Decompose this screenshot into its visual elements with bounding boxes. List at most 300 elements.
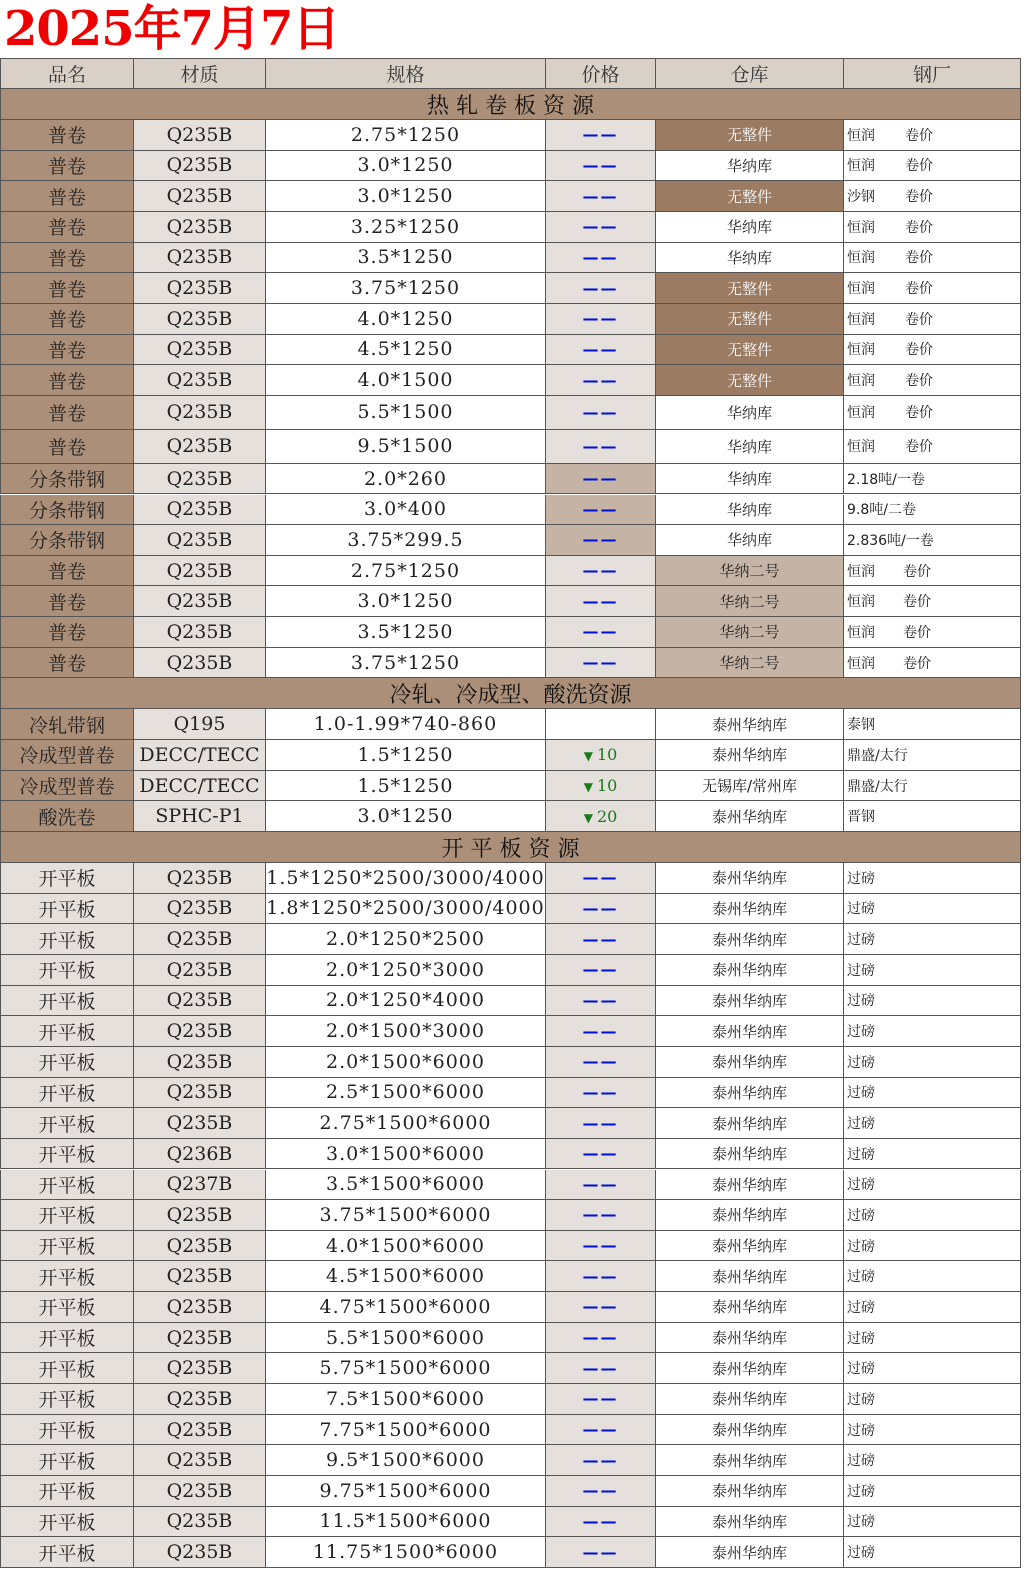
material-cell: Q235B xyxy=(134,986,266,1017)
mill-name: 过磅 xyxy=(847,1483,875,1500)
warehouse-cell: 泰州华纳库 xyxy=(656,1507,844,1538)
mill-cell xyxy=(844,863,1021,894)
product-name-cell: 开平板 xyxy=(0,1108,134,1139)
table-row xyxy=(0,1139,1021,1170)
price-cell xyxy=(546,1016,656,1047)
price-dash: —— xyxy=(582,309,619,329)
material-cell: DECC/TECC xyxy=(134,771,266,802)
price-cell xyxy=(546,151,656,182)
mill-note: 卷价 xyxy=(905,439,933,456)
spec-cell: 2.0*1250*2500 xyxy=(266,924,546,955)
product-name-cell: 开平板 xyxy=(0,1231,134,1262)
price-dash: —— xyxy=(582,1082,619,1102)
product-name-cell: 冷成型普卷 xyxy=(0,740,134,771)
warehouse-cell: 泰州华纳库 xyxy=(656,1261,844,1292)
mill-name: 沙钢 xyxy=(847,189,875,206)
price-cell xyxy=(546,243,656,274)
table-row xyxy=(0,495,1021,526)
mill-name: 过磅 xyxy=(847,962,875,979)
material-cell: Q235B xyxy=(134,1200,266,1231)
product-name-cell: 开平板 xyxy=(0,924,134,955)
warehouse-cell: 无整件 xyxy=(656,273,844,304)
spec-cell: 4.0*1500 xyxy=(266,365,546,396)
product-name-cell: 分条带钢 xyxy=(0,495,134,526)
product-name-cell: 普卷 xyxy=(0,365,134,396)
mill-note: 卷价 xyxy=(903,563,931,580)
mill-name: 恒润 xyxy=(847,311,875,328)
product-name-cell: 开平板 xyxy=(0,1261,134,1292)
price-cell xyxy=(546,335,656,366)
spec-cell: 3.0*1250 xyxy=(266,151,546,182)
material-cell: Q235B xyxy=(134,1016,266,1047)
mill-cell xyxy=(844,1016,1021,1047)
table-row xyxy=(0,986,1021,1017)
mill-name: 过磅 xyxy=(847,1207,875,1224)
material-cell: SPHC-P1 xyxy=(134,801,266,832)
warehouse-cell: 泰州华纳库 xyxy=(656,1170,844,1201)
price-dash: —— xyxy=(582,960,619,980)
table-row xyxy=(0,1476,1021,1507)
table-row xyxy=(0,151,1021,182)
price-cell xyxy=(546,740,656,771)
mill-note: 卷价 xyxy=(905,342,933,359)
price-dash: —— xyxy=(582,530,619,550)
price-cell xyxy=(546,1384,656,1415)
table-row xyxy=(0,1323,1021,1354)
material-cell: Q235B xyxy=(134,464,266,495)
table-row xyxy=(0,304,1021,335)
table-row xyxy=(0,1108,1021,1139)
mill-cell xyxy=(844,1507,1021,1538)
header-price: 价格 xyxy=(546,58,656,89)
price-dash: —— xyxy=(582,247,619,267)
product-name-cell: 普卷 xyxy=(0,273,134,304)
mill-name: 2.18吨/一卷 xyxy=(847,471,925,488)
price-dash: —— xyxy=(582,1542,619,1562)
price-dash: —— xyxy=(582,1205,619,1225)
mill-name: 过磅 xyxy=(847,1453,875,1470)
spec-cell: 2.5*1500*6000 xyxy=(266,1078,546,1109)
mill-note: 卷价 xyxy=(903,594,931,611)
table-row xyxy=(0,335,1021,366)
product-name-cell: 普卷 xyxy=(0,181,134,212)
mill-note: 卷价 xyxy=(905,219,933,236)
header-row xyxy=(0,58,1021,89)
table-row xyxy=(0,1170,1021,1201)
table-row xyxy=(0,1384,1021,1415)
spec-cell: 3.5*1250 xyxy=(266,243,546,274)
product-name-cell: 开平板 xyxy=(0,1170,134,1201)
price-dash: —— xyxy=(582,370,619,390)
warehouse-cell: 泰州华纳库 xyxy=(656,1537,844,1568)
mill-name: 恒润 xyxy=(847,127,875,144)
table-row xyxy=(0,556,1021,587)
material-cell: Q235B xyxy=(134,243,266,274)
price-cell xyxy=(546,1231,656,1262)
warehouse-cell: 泰州华纳库 xyxy=(656,1139,844,1170)
table-row xyxy=(0,924,1021,955)
mill-name: 过磅 xyxy=(847,932,875,949)
mill-cell xyxy=(844,430,1021,464)
material-cell: Q235B xyxy=(134,586,266,617)
spec-cell: 3.0*1250 xyxy=(266,801,546,832)
spec-cell: 2.0*260 xyxy=(266,464,546,495)
spec-cell: 3.0*400 xyxy=(266,495,546,526)
mill-cell xyxy=(844,1476,1021,1507)
mill-cell xyxy=(844,986,1021,1017)
mill-cell xyxy=(844,1261,1021,1292)
warehouse-cell: 华纳二号 xyxy=(656,617,844,648)
spec-cell: 1.8*1250*2500/3000/4000 xyxy=(266,894,546,925)
mill-name: 过磅 xyxy=(847,1330,875,1347)
price-dash: —— xyxy=(582,990,619,1010)
down-arrow-icon: ▼ xyxy=(583,780,593,794)
spec-cell: 3.0*1250 xyxy=(266,181,546,212)
price-dash: —— xyxy=(582,155,619,175)
price-change xyxy=(584,776,618,795)
mill-cell xyxy=(844,1323,1021,1354)
mill-name: 过磅 xyxy=(847,1269,875,1286)
mill-cell xyxy=(844,1170,1021,1201)
price-cell xyxy=(546,709,656,740)
price-dash: —— xyxy=(582,436,619,456)
price-dash: —— xyxy=(582,469,619,489)
warehouse-cell: 无整件 xyxy=(656,120,844,151)
price-dash: —— xyxy=(582,402,619,422)
material-cell: Q235B xyxy=(134,1537,266,1568)
spec-cell: 3.75*1250 xyxy=(266,273,546,304)
price-cell xyxy=(546,863,656,894)
mill-cell xyxy=(844,181,1021,212)
spec-cell: 1.0-1.99*740-860 xyxy=(266,709,546,740)
mill-name: 过磅 xyxy=(847,993,875,1010)
mill-name: 过磅 xyxy=(847,1146,875,1163)
price-dash: —— xyxy=(582,1511,619,1531)
material-cell: Q235B xyxy=(134,1476,266,1507)
price-cell xyxy=(546,1292,656,1323)
mill-note: 卷价 xyxy=(903,655,931,672)
mill-cell xyxy=(844,1047,1021,1078)
price-cell xyxy=(546,986,656,1017)
mill-cell xyxy=(844,894,1021,925)
material-cell: Q235B xyxy=(134,212,266,243)
mill-name: 鼎盛/太行 xyxy=(847,747,908,764)
price-cell xyxy=(546,586,656,617)
spec-cell: 4.5*1500*6000 xyxy=(266,1261,546,1292)
price-dash: —— xyxy=(582,217,619,237)
warehouse-cell: 泰州华纳库 xyxy=(656,801,844,832)
header-material: 材质 xyxy=(134,58,266,89)
material-cell: Q235B xyxy=(134,120,266,151)
product-name-cell: 开平板 xyxy=(0,1353,134,1384)
material-cell: Q235B xyxy=(134,1507,266,1538)
product-name-cell: 普卷 xyxy=(0,151,134,182)
table-row xyxy=(0,525,1021,556)
material-cell: Q235B xyxy=(134,955,266,986)
mill-cell xyxy=(844,740,1021,771)
table-row xyxy=(0,1507,1021,1538)
mill-cell xyxy=(844,556,1021,587)
mill-cell xyxy=(844,1078,1021,1109)
mill-cell xyxy=(844,709,1021,740)
material-cell: DECC/TECC xyxy=(134,740,266,771)
warehouse-cell: 华纳库 xyxy=(656,430,844,464)
warehouse-cell: 泰州华纳库 xyxy=(656,924,844,955)
header-mill: 钢厂 xyxy=(844,58,1021,89)
warehouse-cell: 无整件 xyxy=(656,365,844,396)
mill-note: 卷价 xyxy=(905,373,933,389)
mill-cell xyxy=(844,1108,1021,1139)
material-cell: Q235B xyxy=(134,1047,266,1078)
price-dash: —— xyxy=(582,1021,619,1041)
mill-name: 过磅 xyxy=(847,901,875,918)
product-name-cell: 普卷 xyxy=(0,120,134,151)
spec-cell: 2.0*1500*3000 xyxy=(266,1016,546,1047)
mill-cell xyxy=(844,1200,1021,1231)
price-dash: —— xyxy=(582,499,619,519)
price-cell xyxy=(546,1261,656,1292)
warehouse-cell: 泰州华纳库 xyxy=(656,955,844,986)
mill-cell xyxy=(844,525,1021,556)
material-cell: Q235B xyxy=(134,1108,266,1139)
mill-cell xyxy=(844,1292,1021,1323)
price-cell xyxy=(546,894,656,925)
mill-cell xyxy=(844,304,1021,335)
spec-cell: 5.5*1500 xyxy=(266,396,546,430)
price-dash: —— xyxy=(582,1450,619,1470)
mill-note: 卷价 xyxy=(905,127,933,144)
product-name-cell: 普卷 xyxy=(0,617,134,648)
material-cell: Q235B xyxy=(134,924,266,955)
mill-name: 9.8吨/二卷 xyxy=(847,502,916,519)
spec-cell: 3.25*1250 xyxy=(266,212,546,243)
table-row xyxy=(0,1292,1021,1323)
price-change xyxy=(584,807,618,826)
table-row xyxy=(0,212,1021,243)
price-dash: —— xyxy=(582,1236,619,1256)
table-row xyxy=(0,1231,1021,1262)
price-dash: —— xyxy=(582,125,619,145)
price-dash: —— xyxy=(582,868,619,888)
price-cell xyxy=(546,525,656,556)
price-dash: —— xyxy=(582,929,619,949)
table-row xyxy=(0,771,1021,802)
price-cell xyxy=(546,1323,656,1354)
mill-cell xyxy=(844,955,1021,986)
mill-name: 恒润 xyxy=(847,219,875,236)
warehouse-cell: 无整件 xyxy=(656,181,844,212)
table-row xyxy=(0,1445,1021,1476)
table-row xyxy=(0,1415,1021,1446)
price-cell xyxy=(546,1170,656,1201)
price-cell xyxy=(546,1078,656,1109)
spec-cell: 7.75*1500*6000 xyxy=(266,1415,546,1446)
price-cell xyxy=(546,924,656,955)
price-dash: —— xyxy=(582,1144,619,1164)
price-cell xyxy=(546,1537,656,1568)
table-row xyxy=(0,243,1021,274)
mill-cell xyxy=(844,924,1021,955)
price-cell xyxy=(546,304,656,335)
mill-name: 恒润 xyxy=(847,250,875,267)
product-name-cell: 开平板 xyxy=(0,1078,134,1109)
mill-cell xyxy=(844,365,1021,396)
mill-name: 泰钢 xyxy=(847,717,875,734)
price-cell xyxy=(546,1415,656,1446)
material-cell: Q235B xyxy=(134,617,266,648)
mill-name: 恒润 xyxy=(847,624,875,641)
spec-cell: 2.0*1500*6000 xyxy=(266,1047,546,1078)
material-cell: Q235B xyxy=(134,151,266,182)
material-cell: Q235B xyxy=(134,1231,266,1262)
table-row xyxy=(0,365,1021,396)
warehouse-cell: 无整件 xyxy=(656,335,844,366)
mill-name: 过磅 xyxy=(847,1361,875,1378)
spec-cell: 4.5*1250 xyxy=(266,335,546,366)
material-cell: Q235B xyxy=(134,1384,266,1415)
spec-cell: 2.75*1500*6000 xyxy=(266,1108,546,1139)
mill-note: 卷价 xyxy=(905,158,933,175)
warehouse-cell: 泰州华纳库 xyxy=(656,1445,844,1476)
spec-cell: 2.0*1250*4000 xyxy=(266,986,546,1017)
material-cell: Q235B xyxy=(134,396,266,430)
spec-cell: 9.5*1500*6000 xyxy=(266,1445,546,1476)
price-cell xyxy=(546,1047,656,1078)
price-cell xyxy=(546,1507,656,1538)
price-cell xyxy=(546,1476,656,1507)
price-dash: —— xyxy=(582,1328,619,1348)
product-name-cell: 冷轧带钢 xyxy=(0,709,134,740)
material-cell: Q235B xyxy=(134,365,266,396)
price-dash: —— xyxy=(582,1174,619,1194)
mill-note: 卷价 xyxy=(903,624,931,641)
product-name-cell: 普卷 xyxy=(0,335,134,366)
spec-cell: 3.75*299.5 xyxy=(266,525,546,556)
mill-cell xyxy=(844,396,1021,430)
header-warehouse: 仓库 xyxy=(656,58,844,89)
spec-cell: 3.5*1250 xyxy=(266,617,546,648)
material-cell: Q235B xyxy=(134,894,266,925)
section-header: 冷轧、冷成型、酸洗资源 xyxy=(0,678,1021,709)
spec-cell: 11.5*1500*6000 xyxy=(266,1507,546,1538)
mill-name: 2.836吨/一卷 xyxy=(847,532,934,549)
table-row xyxy=(0,894,1021,925)
price-dash: —— xyxy=(582,186,619,206)
down-arrow-icon: ▼ xyxy=(583,749,593,764)
price-cell xyxy=(546,120,656,151)
price-dash: —— xyxy=(582,1481,619,1501)
material-cell: Q236B xyxy=(134,1139,266,1170)
material-cell: Q235B xyxy=(134,1415,266,1446)
warehouse-cell: 泰州华纳库 xyxy=(656,1323,844,1354)
table-row xyxy=(0,464,1021,495)
material-cell: Q235B xyxy=(134,273,266,304)
spec-cell: 4.0*1250 xyxy=(266,304,546,335)
table-row xyxy=(0,1200,1021,1231)
warehouse-cell: 泰州华纳库 xyxy=(656,863,844,894)
mill-note: 卷价 xyxy=(905,405,933,422)
product-name-cell: 普卷 xyxy=(0,304,134,335)
mill-cell xyxy=(844,212,1021,243)
mill-name: 过磅 xyxy=(847,1391,875,1408)
price-dash: —— xyxy=(582,622,619,642)
price-change-value: 10 xyxy=(596,776,618,795)
warehouse-cell: 泰州华纳库 xyxy=(656,1353,844,1384)
table-row xyxy=(0,1047,1021,1078)
material-cell: Q235B xyxy=(134,648,266,679)
mill-cell xyxy=(844,120,1021,151)
warehouse-cell: 华纳二号 xyxy=(656,586,844,617)
page-title: 2025年7月7日 xyxy=(4,1,340,57)
spec-cell: 1.5*1250 xyxy=(266,771,546,802)
mill-name: 晋钢 xyxy=(847,809,875,826)
mill-cell xyxy=(844,1537,1021,1568)
spec-cell: 4.75*1500*6000 xyxy=(266,1292,546,1323)
table-row xyxy=(0,586,1021,617)
price-cell xyxy=(546,212,656,243)
table-row xyxy=(0,1078,1021,1109)
price-change-value: 10 xyxy=(596,745,618,765)
price-cell xyxy=(546,648,656,679)
product-name-cell: 开平板 xyxy=(0,1139,134,1170)
table-row xyxy=(0,181,1021,212)
price-dash: —— xyxy=(582,561,619,581)
mill-name: 过磅 xyxy=(847,1024,875,1041)
mill-name: 恒润 xyxy=(847,594,875,611)
mill-name: 过磅 xyxy=(847,1238,875,1255)
product-name-cell: 普卷 xyxy=(0,430,134,464)
warehouse-cell: 华纳库 xyxy=(656,525,844,556)
warehouse-cell: 无整件 xyxy=(656,304,844,335)
price-change-value: 20 xyxy=(596,806,618,826)
price-cell xyxy=(546,1353,656,1384)
material-cell: Q235B xyxy=(134,304,266,335)
section-header: 热 轧 卷 板 资 源 xyxy=(0,89,1021,120)
price-cell xyxy=(546,181,656,212)
price-dash: —— xyxy=(582,278,619,298)
mill-cell xyxy=(844,243,1021,274)
price-dash: —— xyxy=(582,1297,619,1317)
price-dash: —— xyxy=(582,1266,619,1286)
table-row xyxy=(0,709,1021,740)
warehouse-cell: 无锡库/常州库 xyxy=(656,771,844,802)
price-cell xyxy=(546,464,656,495)
mill-name: 恒润 xyxy=(847,281,875,298)
product-name-cell: 开平板 xyxy=(0,1415,134,1446)
mill-note: 卷价 xyxy=(905,250,933,267)
mill-name: 恒润 xyxy=(847,439,875,456)
material-cell: Q235B xyxy=(134,430,266,464)
warehouse-cell: 泰州华纳库 xyxy=(656,1415,844,1446)
product-name-cell: 开平板 xyxy=(0,1292,134,1323)
mill-cell xyxy=(844,648,1021,679)
table-row xyxy=(0,396,1021,430)
mill-name: 过磅 xyxy=(847,1514,875,1531)
table-row xyxy=(0,120,1021,151)
material-cell: Q235B xyxy=(134,556,266,587)
spec-cell: 7.5*1500*6000 xyxy=(266,1384,546,1415)
material-cell: Q235B xyxy=(134,1323,266,1354)
table-row xyxy=(0,617,1021,648)
product-name-cell: 开平板 xyxy=(0,1476,134,1507)
mill-name: 过磅 xyxy=(847,1545,875,1562)
mill-cell xyxy=(844,1231,1021,1262)
material-cell: Q235B xyxy=(134,181,266,212)
product-name-cell: 普卷 xyxy=(0,212,134,243)
price-cell xyxy=(546,430,656,464)
price-cell xyxy=(546,617,656,648)
mill-name: 恒润 xyxy=(847,158,875,175)
